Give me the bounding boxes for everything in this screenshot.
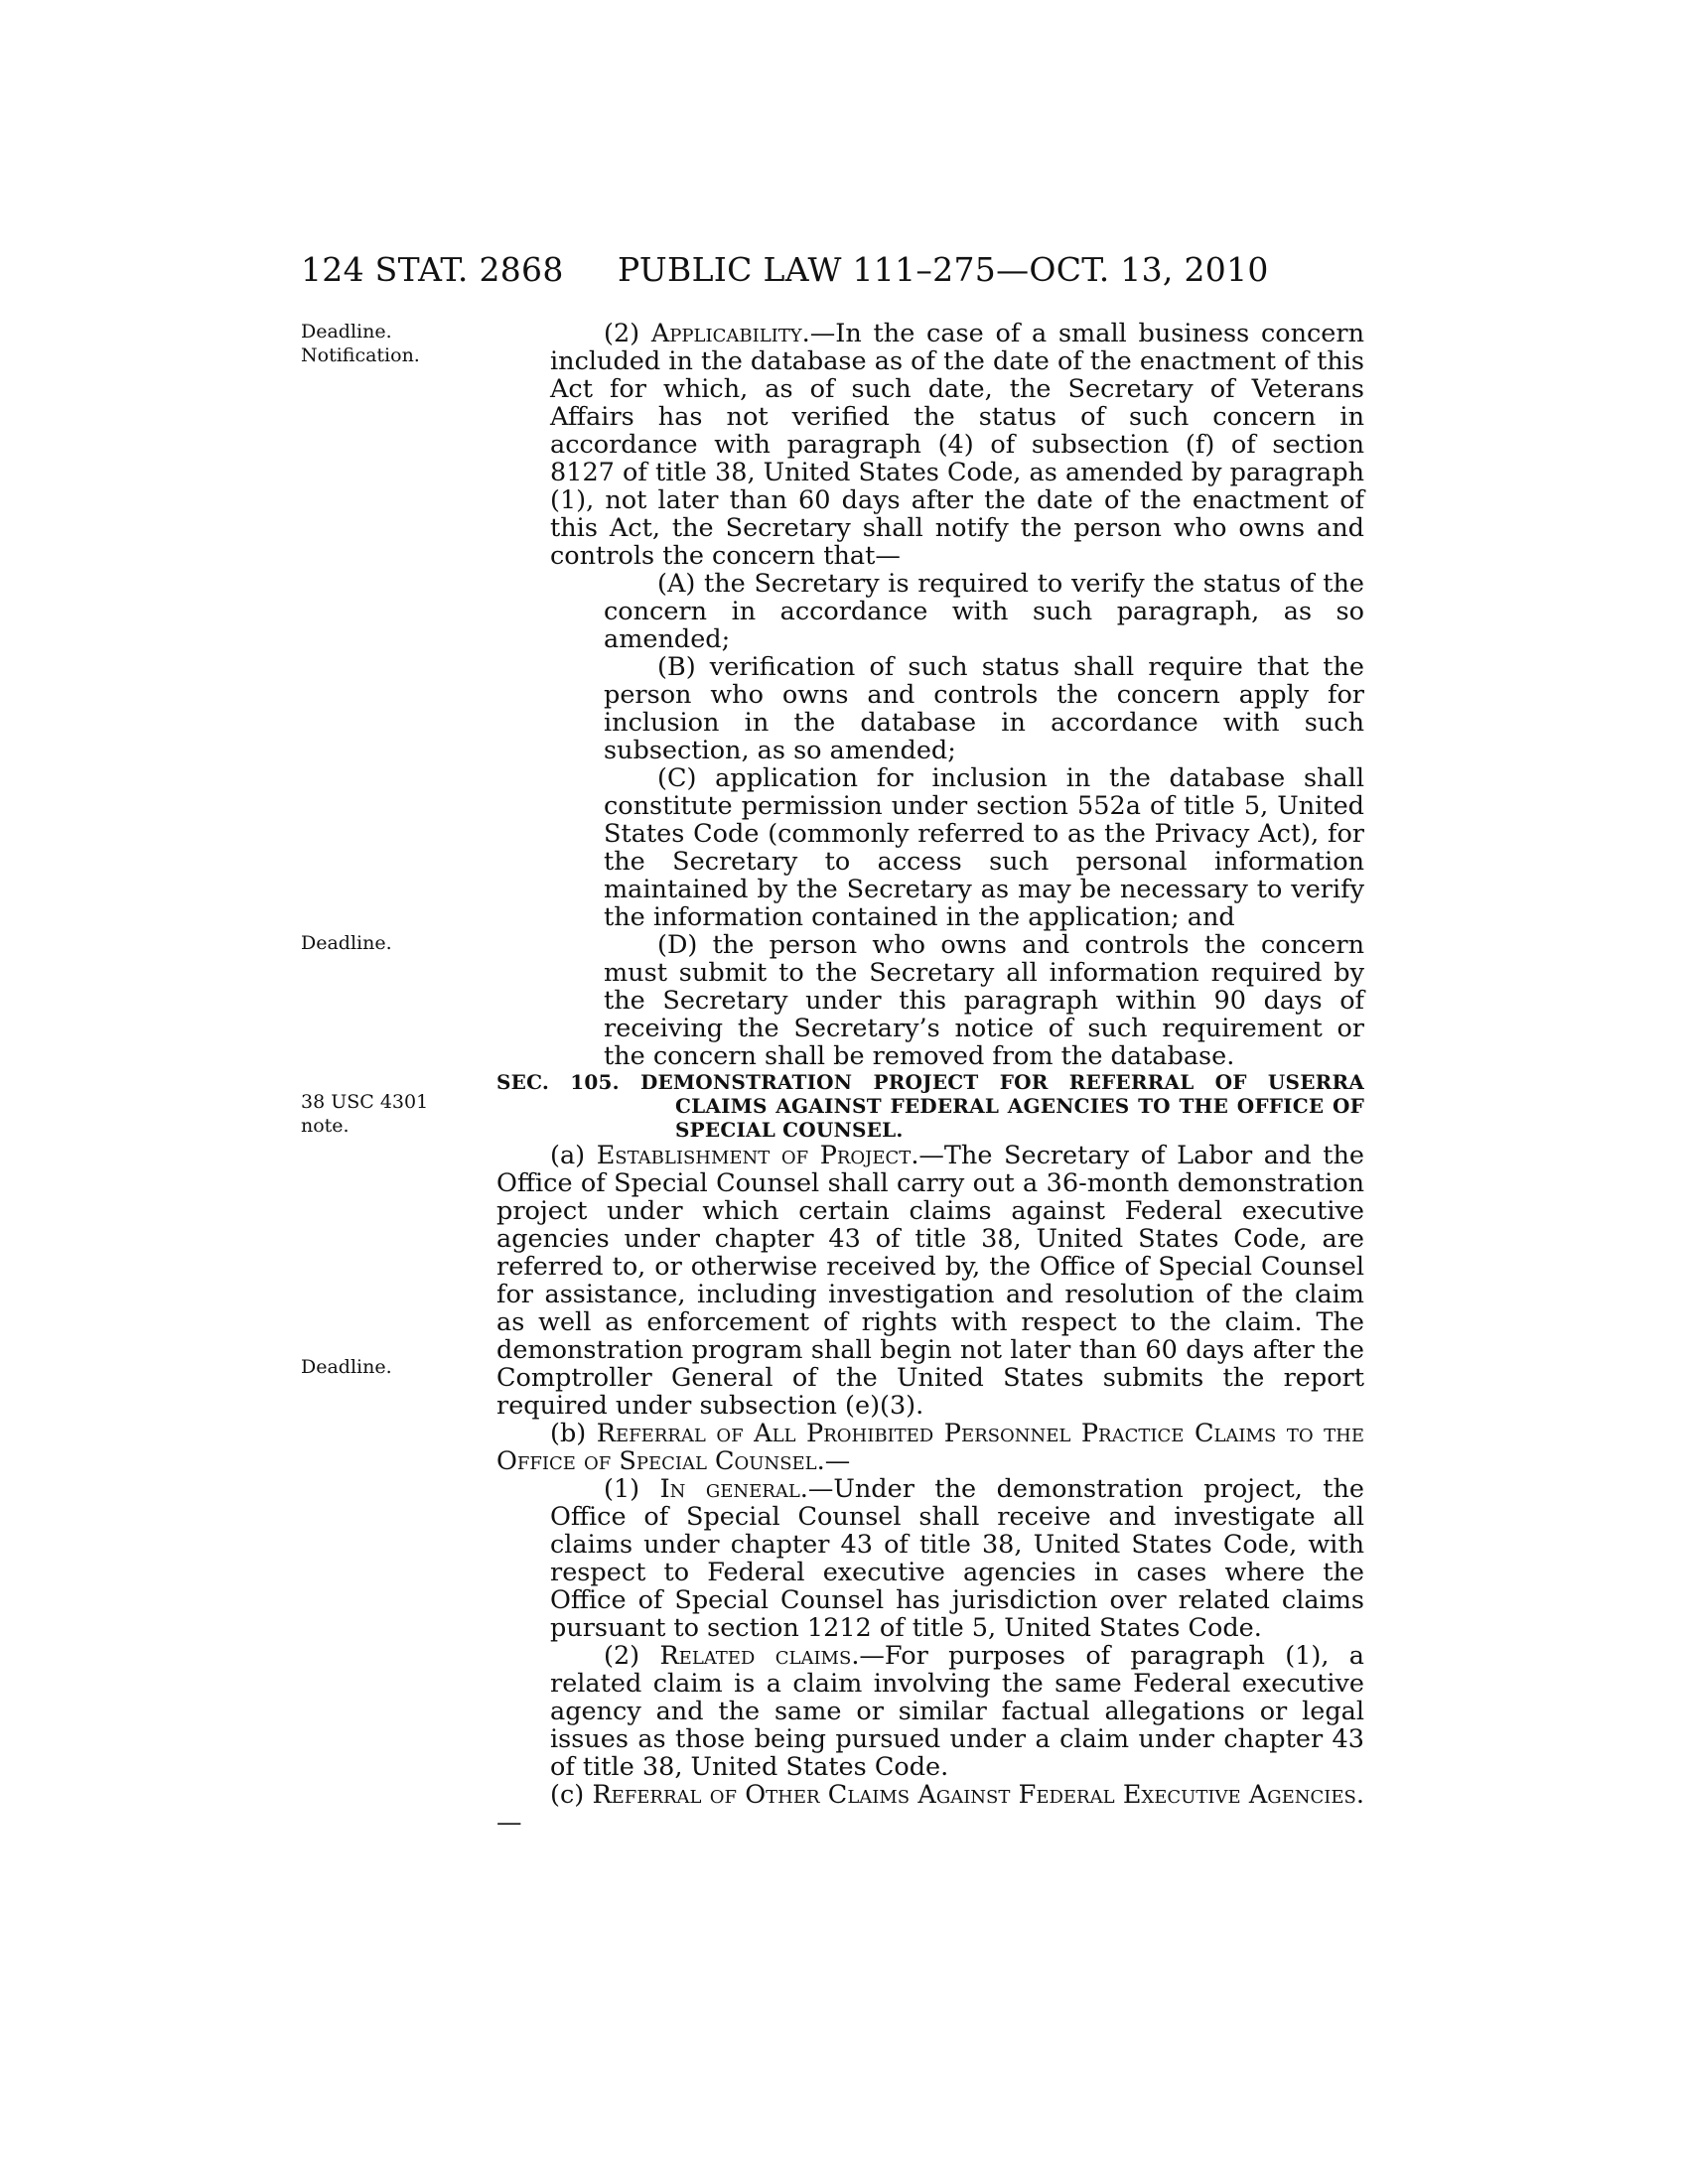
paragraph-heading: Referral of All Prohibited Personnel Practice Claims to the Office of Special Counsel [496,1419,1364,1476]
paragraph-2-applicability [496,320,1364,570]
margin-note-line: 38 USC 4301 [301,1091,429,1113]
paragraph-label: (c) [550,1780,593,1810]
subsection-c [496,1781,1364,1837]
document-body [496,320,1364,1837]
subsection-b-paragraph-2 [496,1642,1364,1781]
paragraph-text: .— [816,1446,851,1476]
margin-note-usc-citation [301,1090,480,1138]
paragraph-text: .—Under the demonstration project, the Office of Special Counsel shall receive and investigate all claims under chapter 43 of title 38, United States Code, with respect to Federal executive agencies in cases where the Office of Special Counsel has jurisdiction over related claims pursuant to section 1212 of title 5, United States Code. [550,1474,1365,1643]
paragraph-heading: Applicability [650,319,802,348]
paragraph-text: .—The Secretary of Labor and the Office of Special Counsel shall carry out a 36-month demonstration project under which certain claims against Federal executive agencies under chapter 43 of title 38, United States Code, are referred to, or otherwise received by, the Office of Special Counsel for assistance, including investigation and resolution of the claim as well as enforcement of rights with respect to the claim. The demonstration program shall begin not later than 60 days after the Comptroller General of the United States submits the report required under subsection (e)(3). [496,1141,1365,1421]
subsection-b [496,1420,1364,1475]
margin-note-deadline: Deadline. [301,1356,392,1378]
subparagraph-a: (A) the Secretary is required to verify the status of the concern in accordance with such paragraph, as so amended; [604,569,1364,654]
paragraph-label: (2) [604,319,651,348]
margin-note-line: note. [301,1115,350,1137]
margin-note-deadline: Deadline. [301,932,392,954]
paragraph-text: .— [496,1780,1364,1838]
subsection-a [496,1142,1364,1420]
paragraph-heading: Referral of Other Claims Against Federal Executive Agencies [592,1780,1356,1810]
subsection-b-paragraph-1 [496,1475,1364,1642]
paragraph-label: (a) [550,1141,597,1170]
paragraph-label: (2) [604,1641,660,1671]
margin-note-line: Deadline. [301,321,392,342]
paragraph-text: .—For purposes of paragraph (1), a related claim is a claim involving the same Federal executive agency and the same or similar factual allegations or legal issues as those being pursued under a claim under chapter 43 of title 38, United States Code. [550,1641,1365,1782]
subparagraph-b: (B) verification of such status shall require that the person who owns and controls the concern apply for inclusion in the database in accordance with such subsection, as so amended; [604,652,1364,765]
paragraph-text: .—In the case of a small business concern included in the database as of the date of the enactment of this Act for which, as of such date, the Secretary of Veterans Affairs has not verified the status of such concern in accordance with paragraph (4) of subsection (f) of section 8127 of title 38, United States Code, as amended by paragraph (1), not later than 60 days after the date of the enactment of this Act, the Secretary shall notify the person who owns and controls the concern that— [550,319,1364,571]
paragraph-heading: In general [659,1474,800,1504]
page-title: PUBLIC LAW 111–275—OCT. 13, 2010 [618,250,1269,289]
paragraph-heading: Related claims [659,1641,852,1671]
subparagraph-c: (C) application for inclusion in the database shall constitute permission under section 552a of title 5, United States Code (commonly referred to as the Privacy Act), for the Secretary to access such personal information maintained by the Secretary as may be necessary to verify the information contained in the application; and [604,763,1364,932]
margin-note-line: Notification. [301,344,420,366]
paragraph-label: (1) [604,1474,660,1504]
page-reference: 124 STAT. 2868 [301,250,564,289]
margin-note-deadline-notification [301,320,480,367]
paragraph-heading: Establishment of Project [596,1141,912,1170]
subparagraph-d: (D) the person who owns and controls the concern must submit to the Secretary all information required by the Secretary under this paragraph within 90 days of receiving the Secretary’s notice of such requirement or the concern shall be removed from the database. [604,930,1364,1071]
section-105-heading: SEC. 105. DEMONSTRATION PROJECT FOR REFERRAL OF USERRA CLAIMS AGAINST FEDERAL AGENCIES TO THE OFFICE OF SPECIAL COUNSEL. [496,1070,1364,1142]
paragraph-label: (b) [550,1419,597,1448]
